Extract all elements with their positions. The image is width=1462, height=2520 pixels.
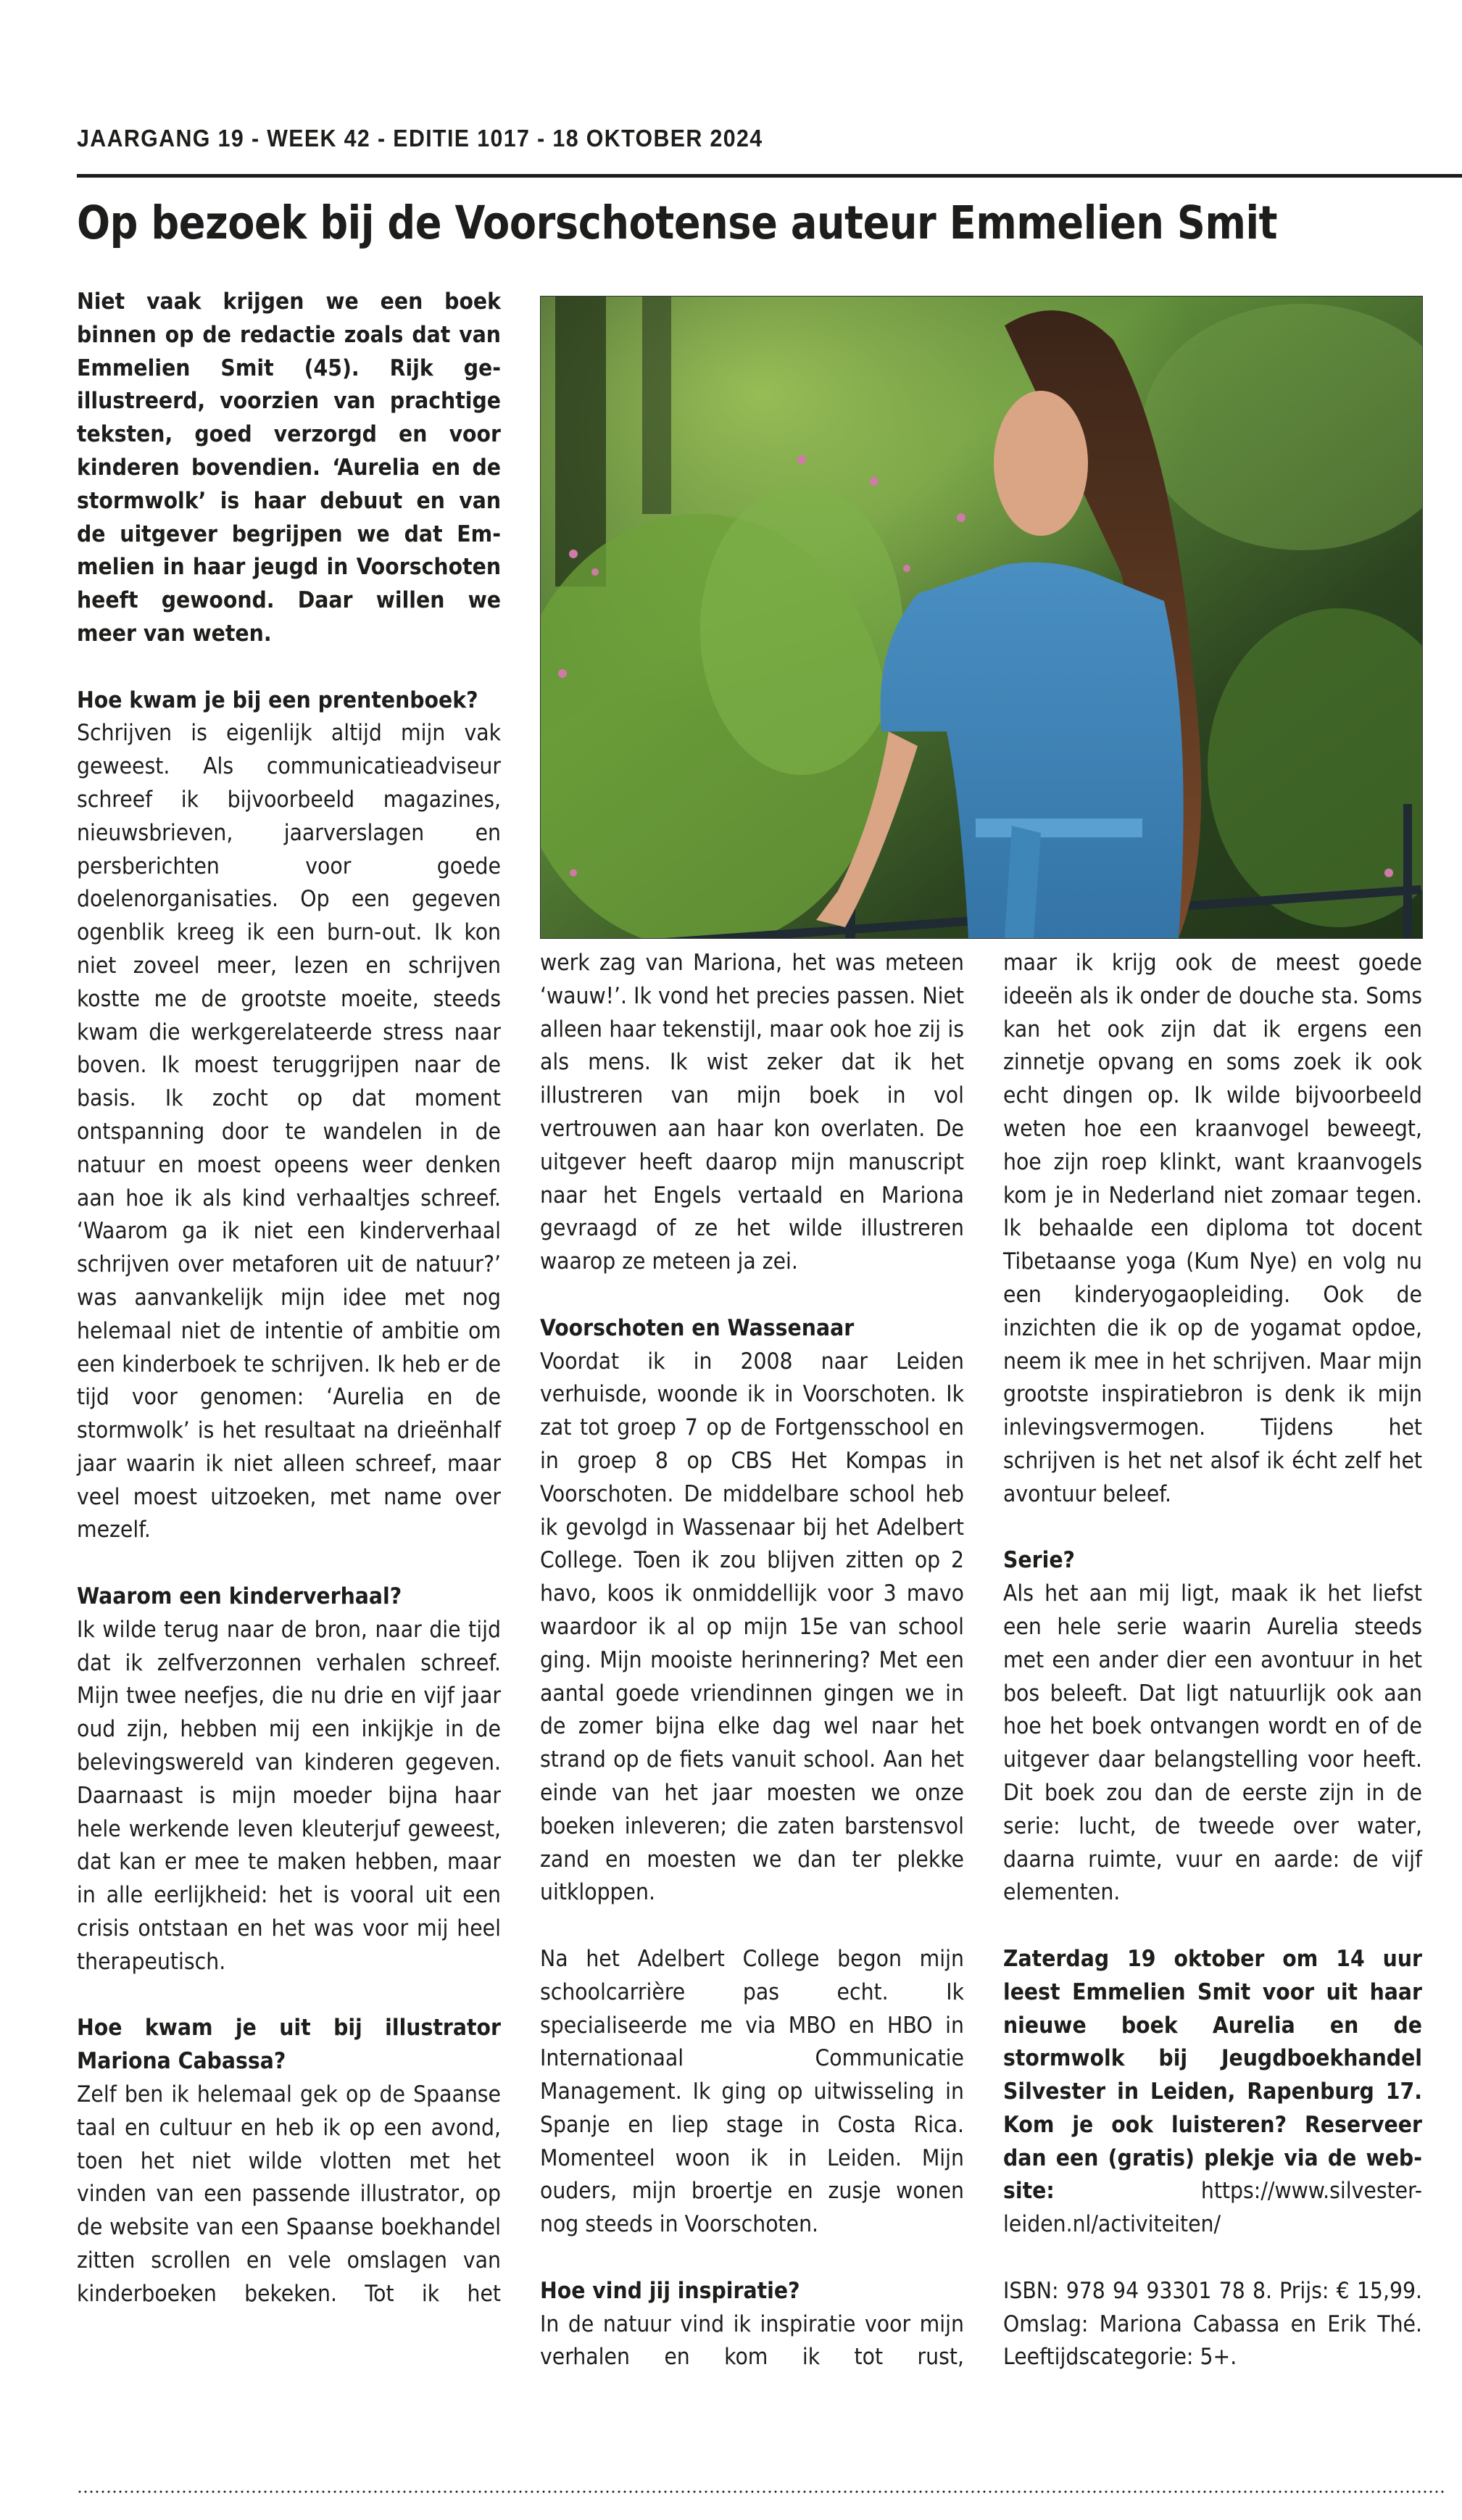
footer-dotted-rule	[77, 2490, 1447, 2493]
section-paragraph: maar ik krijg ook de meest goede ideeën als ik onder de douche sta. Soms kan het ook zijn dat ik ergens een zinnetje opvang en soms zoek ik ook echt dingen op. Ik wilde bijvoorbeeld weten hoe een kraanvogel beweegt, hoe zijn roep klinkt, want kraanvogels kom je in Nederland niet zomaar tegen. Ik behaalde een diploma tot docent Tibetaanse yoga (Kum Nye) en volg nu een kinderyogaopleiding. Ook de inzichten die ik op de yogamat opdoe, neem ik mee in het schrijven. Maar mijn grootste inspiratiebron is denk ik mijn inlevingsvermogen. Tijdens het schrijven is het net alsof ik écht zelf het avontuur beleef.	[1003, 950, 1422, 1507]
edition-masthead: JAARGANG 19 - WEEK 42 - EDITIE 1017 - 18 OKTOBER 2024	[77, 125, 763, 152]
section-heading: Waarom een kinderverhaal?	[77, 1583, 402, 1610]
section-paragraph: Voordat ik in 2008 naar Leiden verhuisde, woonde ik in Voorschoten. Ik zat tot groep 7 op de Fortgensschool en in groep 8 op CBS Het Kompas in Voorschoten. De middelbare school heb ik gevolgd in Wassenaar bij het Adelbert College. Toen ik zou blijven zitten op 2 havo, koos ik onmiddellijk voor 3 mavo waardoor ik al op mijn 15e van school ging. Mijn mooiste herinnering? Met een aantal goede vriendinnen gingen we in de zomer bijna elke dag wel naar het strand op de fiets vanuit school. Aan het einde van het jaar moesten we onze boeken inleveren; die zaten barstensvol zand en moesten we dan ter plekke uitkloppen.	[540, 1348, 964, 1906]
article-intro: Niet vaak krijgen we een boek binnen op de redactie zoals dat van Emmelien Smit (45). Rijk geillustreerd, voorzien van prachtige teksten, goed verzorgd en voor kinderen bovendien. ‘Aurelia en de stormwolk’ is haar debuut en van de uitgever begrijpen we dat Emmelien in haar jeugd in Voorschoten heeft gewoond. Daar willen we meer van weten.	[77, 289, 501, 647]
section-heading: Hoe vind jij inspiratie?	[540, 2277, 800, 2304]
book-info: ISBN: 978 94 93301 78 8. Prijs: € 15,99. Omslag: Mariona Cabassa en Erik Thé. Leeftijdscategorie: 5+.	[1003, 2277, 1422, 2371]
section-paragraph: Als het aan mij ligt, maak ik het liefst een hele serie waarin Aurelia steeds met een ander dier een avontuur in het bos beleeft. Dat ligt natuurlijk ook aan hoe het boek ontvangen wordt en of de uitgever daar belangstelling voor heeft. Dit boek zou dan de eerste zijn in de serie: lucht, de tweede over water, daarna ruimte, vuur en aarde: de vijf elementen.	[1003, 1580, 1422, 1906]
section-paragraph: Schrijven is eigenlijk altijd mijn vak geweest. Als communicatieadviseur schreef ik bijvoorbeeld magazines, nieuwsbrieven, jaarverslagen en persberichten voor goede doelenorganisaties. Op een gegeven ogenblik kreeg ik een burn-out. Ik kon niet zoveel meer, lezen en schrijven kostte me de grootste moeite, steeds kwam die werkgerelateerde stress naar boven. Ik moest teruggrijpen naar de basis. Ik zocht op dat moment ontspanning door te wandelen in de natuur en moest opeens weer denken aan hoe ik als kind verhaaltjes schreef. ‘Waarom ga ik niet een kinderverhaal schrijven over metaforen uit de natuur?’ was aanvankelijk mijn idee met nog helemaal niet de intentie of ambitie om een kinderboek te schrijven. Ik heb er de tijd voor genomen: ‘Aurelia en de stormwolk’ is het resultaat na drieënhalf jaar waarin ik niet alleen schreef, maar veel moest uitzoeken, met name over mezelf.	[77, 720, 501, 1543]
section-paragraph: Na het Adelbert College begon mijn schoolcarrière pas echt. Ik specialiseerde me via MBO en HBO in Internationaal Communicatie Management. Ik ging op uitwisseling in Spanje en liep stage in Costa Rica. Momenteel woon ik in Leiden. Mijn ouders, mijn broertje en zusje wonen nog steeds in Voorschoten.	[540, 1945, 964, 2238]
section-heading: Serie?	[1003, 1547, 1075, 1574]
author-photo-illustration	[541, 297, 1422, 938]
event-details: Zaterdag 19 oktober om 14 uur leest Emmelien Smit voor uit haar nieuwe boek Aurelia en de stormwolk bij Jeugdboekhandel Silvester in Leiden, Rapenburg 17. Kom je ook luisteren? Reserveer dan een (gratis) plekje via de website:	[1003, 1945, 1422, 2205]
article-column-2	[540, 947, 964, 2374]
section-paragraph: Ik wilde terug naar de bron, naar die tijd dat ik zelfverzonnen verhalen schreef. Mijn twee neefjes, die nu drie en vijf jaar oud zijn, hebben mij een inkijkje in de belevingswereld van kinderen gegeven. Daarnaast is mijn moeder bijna haar hele werkende leven kleuterjuf geweest, dat kan er mee te maken hebben, maar in alle eerlijkheid: het is vooral uit een crisis ontstaan en het was voor mij heel therapeutisch.	[77, 1616, 501, 1975]
section-heading: Voorschoten en Wassenaar	[540, 1314, 855, 1341]
event-announcement	[1003, 1943, 1422, 2242]
event-link[interactable]: https://www.silvester-leiden.nl/activiteiten/	[1003, 2178, 1422, 2238]
masthead-rule	[77, 174, 1462, 178]
article-column-1	[77, 286, 501, 2311]
author-photo	[540, 296, 1423, 939]
section-heading: Hoe kwam je uit bij illustrator Mariona Cabassa?	[77, 2015, 501, 2075]
section-paragraph: Zelf ben ik helemaal gek op de Spaanse taal en cultuur en heb ik op een avond, toen het niet wilde vlotten met het vinden van een passende illustrator, op de website van een Spaanse boekhandel zitten scrollen en vele omslagen van kinderboeken bekeken. Tot ik het	[77, 2081, 501, 2307]
article-column-3	[1003, 947, 1422, 2374]
section-paragraph: werk zag van Mariona, het was meteen ‘wauw!’. Ik vond het precies passen. Niet alleen haar tekenstijl, maar ook hoe zij is als mens. Ik wist zeker dat ik het illustreren van mijn boek in vol vertrouwen aan haar kon overlaten. De uitgever heeft daarop mijn manuscript naar het Engels vertaald en Mariona gevraagd of ze het wilde illustreren waarop ze meteen ja zei.	[540, 950, 964, 1275]
section-paragraph: In de natuur vind ik inspiratie voor mijn verhalen en kom ik tot rust,	[540, 2310, 964, 2371]
article-headline: Op bezoek bij de Voorschotense auteur Emmelien Smit	[77, 196, 1278, 249]
section-heading: Hoe kwam je bij een prentenboek?	[77, 687, 478, 713]
